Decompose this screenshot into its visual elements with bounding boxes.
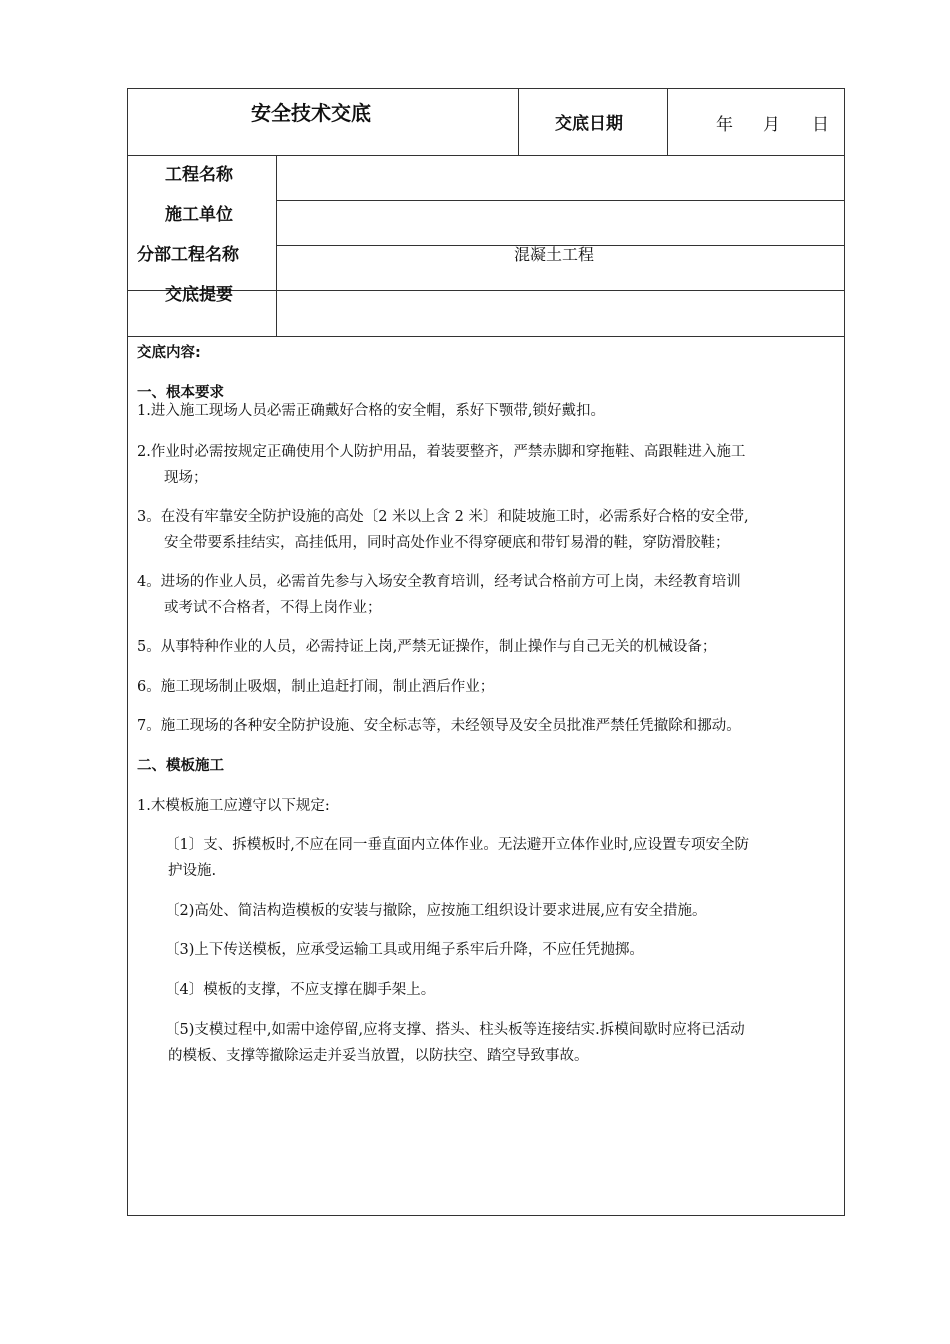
section1-item: 2.作业时必需按规定正确使用个人防护用品，着装要整齐，严禁赤脚和穿拖鞋、高跟鞋进入施工 [137,444,746,460]
section1-item: 4。进场的作业人员，必需首先参与入场安全教育培训，经考试合格前方可上岗，未经教育培训 [137,574,741,590]
date-label: 交底日期 [555,114,623,134]
document-title: 安全技术交底 [251,101,371,125]
section2-item: 〔5)支模过程中,如需中途停留,应将支撑、搭头、柱头板等连接结实.拆模间歇时应将已活动 [165,1022,745,1038]
date-year: 年 [716,115,733,135]
section2-item: 〔4〕模板的支撑，不应支撑在脚手架上。 [165,982,436,998]
section1-item: 现场； [164,470,208,486]
section2-item: 〔1〕支、拆模板时,不应在同一垂直面内立体作业。无法避开立体作业时,应设置专项安全防 [165,837,749,853]
section1-item: 5。从事特种作业的人员，必需持证上岗,严禁无证操作，制止操作与自己无关的机械设备； [137,639,717,655]
section1-item: 3。在没有牢靠安全防护设施的高处〔2 米以上含 2 米〕和陡坡施工时，必需系好合格的安全带, [137,509,749,525]
section1-item: 安全带要系挂结实，高挂低用，同时高处作业不得穿硬底和带钉易滑的鞋，穿防滑胶鞋； [164,535,730,551]
content-heading: 交底内容: [137,345,201,361]
section1-item: 6。施工现场制止吸烟，制止追赶打闹，制止酒后作业； [137,679,495,695]
row-line-4 [127,336,845,337]
header-divider-1 [518,88,519,155]
row-line-1 [276,200,845,201]
section1-title: 一、根本要求 [137,385,224,401]
header-bottom-line [127,155,845,156]
section1-item: 7。施工现场的各种安全防护设施、安全标志等，未经领导及安全员批准严禁任凭撤除和挪动。 [137,718,741,734]
row-line-3 [127,290,845,291]
section2-item: 护设施. [168,863,217,879]
header-divider-2 [667,88,668,155]
subproject-label: 分部工程名称 [137,245,239,265]
section2-item: 1.木模板施工应遵守以下规定: [137,798,330,814]
date-day: 日 [812,115,829,135]
section1-item: 1.进入施工现场人员必需正确戴好合格的安全帽，系好下颚带,锁好戴扣。 [137,403,605,419]
summary-label: 交底提要 [165,285,233,305]
section2-item: 〔3)上下传送模板，应承受运输工具或用绳子系牢后升降，不应任凭抛掷。 [165,942,644,958]
project-name-label: 工程名称 [165,165,233,185]
section2-title: 二、模板施工 [137,758,224,774]
subproject-value: 混凝土工程 [514,245,595,264]
date-month: 月 [763,115,780,135]
section1-item: 或考试不合格者，不得上岗作业； [164,600,382,616]
contractor-label: 施工单位 [165,205,233,225]
section2-item: 的模板、支撑等撤除运走并妥当放置，以防扶空、踏空导致事故。 [168,1048,589,1064]
section2-item: 〔2)高处、简洁构造模板的安装与撤除，应按施工组织设计要求进展,应有安全措施。 [165,903,707,919]
